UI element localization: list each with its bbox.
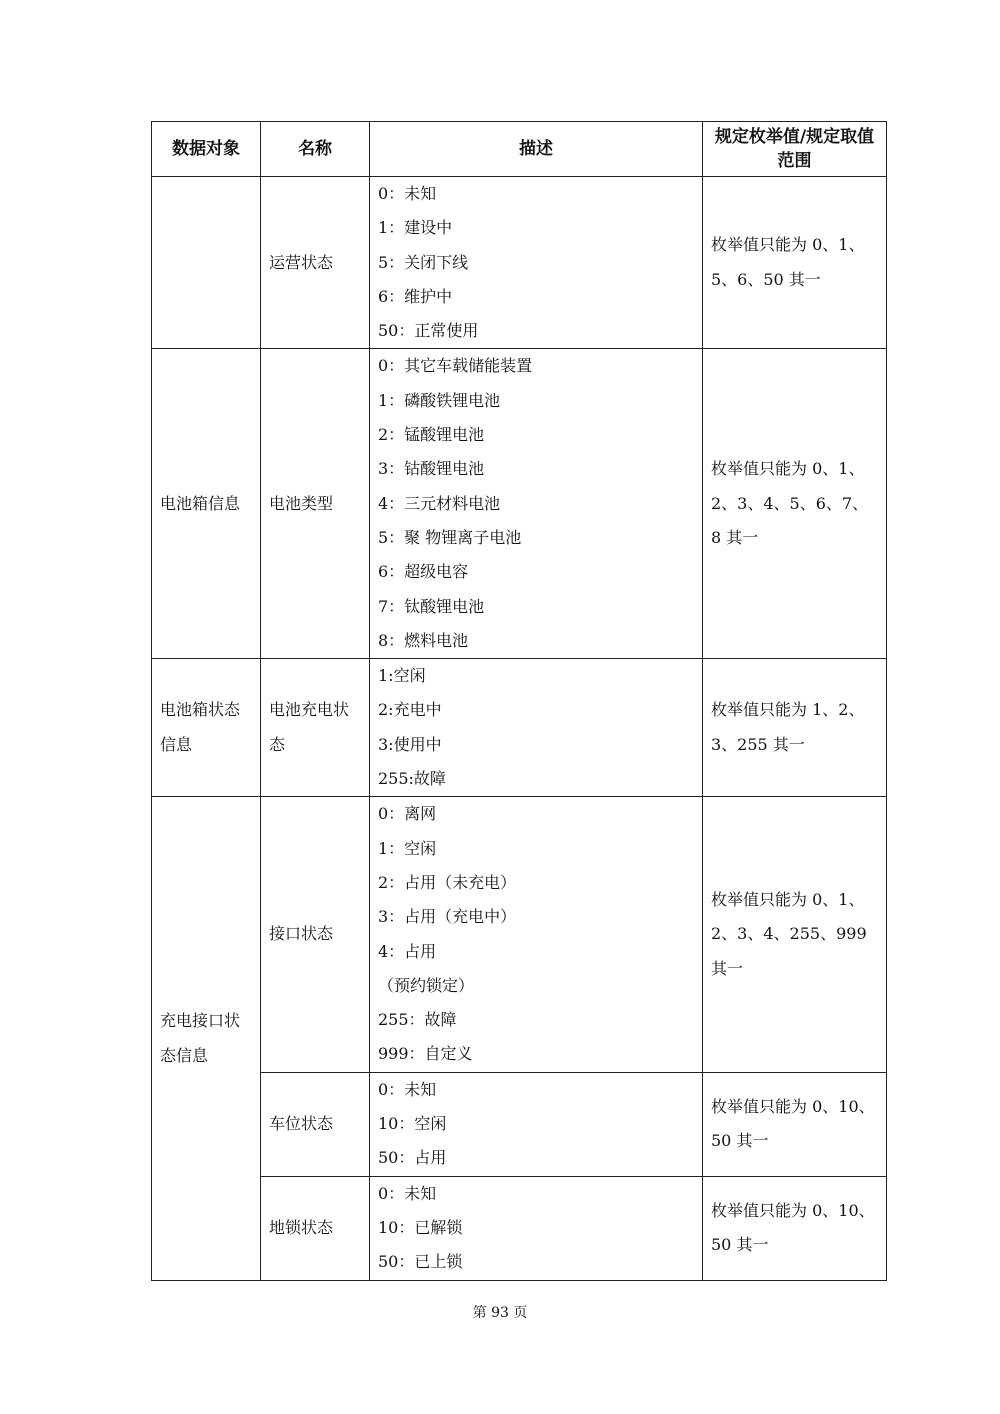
desc-line: 4：三元材料电池	[378, 493, 501, 513]
desc-line: 10：已解锁	[378, 1218, 463, 1238]
cell-description	[370, 349, 703, 659]
cell-object: 充电接口状态信息	[152, 797, 261, 1280]
cell-name: 电池充电状态	[261, 659, 370, 797]
desc-line: 10：空闲	[378, 1114, 447, 1134]
desc-line: 3:使用中	[378, 734, 442, 754]
desc-line: 5：关闭下线	[378, 252, 469, 272]
cell-name: 地锁状态	[261, 1176, 370, 1280]
desc-line: 0：未知	[378, 1183, 437, 1203]
cell-rule: 枚举值只能为 0、1、2、3、4、5、6、7、8 其一	[703, 349, 887, 659]
header-description: 描述	[370, 122, 703, 177]
cell-name: 电池类型	[261, 349, 370, 659]
desc-line: 50：占用	[378, 1148, 447, 1168]
cell-description	[370, 797, 703, 1072]
cell-rule: 枚举值只能为 0、1、2、3、4、255、999 其一	[703, 797, 887, 1072]
desc-line: 3：钴酸锂电池	[378, 459, 485, 479]
desc-line: 4：占用	[378, 941, 437, 961]
desc-line: 0：其它车载储能装置	[378, 356, 533, 376]
desc-line: 0：未知	[378, 1079, 437, 1099]
desc-line: 6：超级电容	[378, 562, 469, 582]
cell-description	[370, 1072, 703, 1176]
cell-rule: 枚举值只能为 1、2、3、255 其一	[703, 659, 887, 797]
desc-line: 0：离网	[378, 804, 437, 824]
desc-line: 2：占用（未充电）	[378, 872, 517, 892]
cell-description	[370, 659, 703, 797]
desc-line: 255:故障	[378, 769, 446, 789]
table-row	[152, 1072, 887, 1176]
table-row	[152, 797, 887, 1072]
desc-line: 1：建设中	[378, 218, 453, 238]
cell-object: 电池箱信息	[152, 349, 261, 659]
desc-line: 1：空闲	[378, 838, 437, 858]
desc-line: 2:充电中	[378, 700, 442, 720]
desc-line: （预约锁定）	[378, 975, 475, 995]
desc-line: 999：自定义	[378, 1044, 473, 1064]
table-row	[152, 1176, 887, 1280]
desc-line: 3：占用（充电中）	[378, 907, 517, 927]
cell-rule: 枚举值只能为 0、10、50 其一	[703, 1072, 887, 1176]
desc-line: 5：聚 物锂离子电池	[378, 527, 522, 547]
desc-line: 50：正常使用	[378, 321, 479, 341]
table-row	[152, 177, 887, 349]
cell-description	[370, 1176, 703, 1280]
cell-object: 电池箱状态信息	[152, 659, 261, 797]
header-name: 名称	[261, 122, 370, 177]
desc-line: 8：燃料电池	[378, 630, 469, 650]
table-row	[152, 659, 887, 797]
cell-name: 运营状态	[261, 177, 370, 349]
desc-line: 2：锰酸锂电池	[378, 425, 485, 445]
desc-line: 1：磷酸铁锂电池	[378, 390, 501, 410]
enum-table	[151, 121, 887, 1281]
desc-line: 0：未知	[378, 184, 437, 203]
desc-line: 6：维护中	[378, 286, 453, 306]
cell-rule: 枚举值只能为 0、10、50 其一	[703, 1176, 887, 1280]
cell-object	[152, 177, 261, 349]
table-header-row	[152, 122, 887, 177]
cell-rule: 枚举值只能为 0、1、5、6、50 其一	[703, 177, 887, 349]
desc-line: 255：故障	[378, 1010, 457, 1030]
cell-name: 车位状态	[261, 1072, 370, 1176]
desc-line: 7：钛酸锂电池	[378, 596, 485, 616]
cell-description	[370, 177, 703, 349]
header-enum-range: 规定枚举值/规定取值范围	[703, 122, 887, 177]
header-data-object: 数据对象	[152, 122, 261, 177]
page-number: 第 93 页	[472, 1305, 528, 1321]
table-row	[152, 349, 887, 659]
desc-line: 1:空闲	[378, 666, 426, 686]
cell-name: 接口状态	[261, 797, 370, 1072]
desc-line: 50：已上锁	[378, 1252, 463, 1272]
